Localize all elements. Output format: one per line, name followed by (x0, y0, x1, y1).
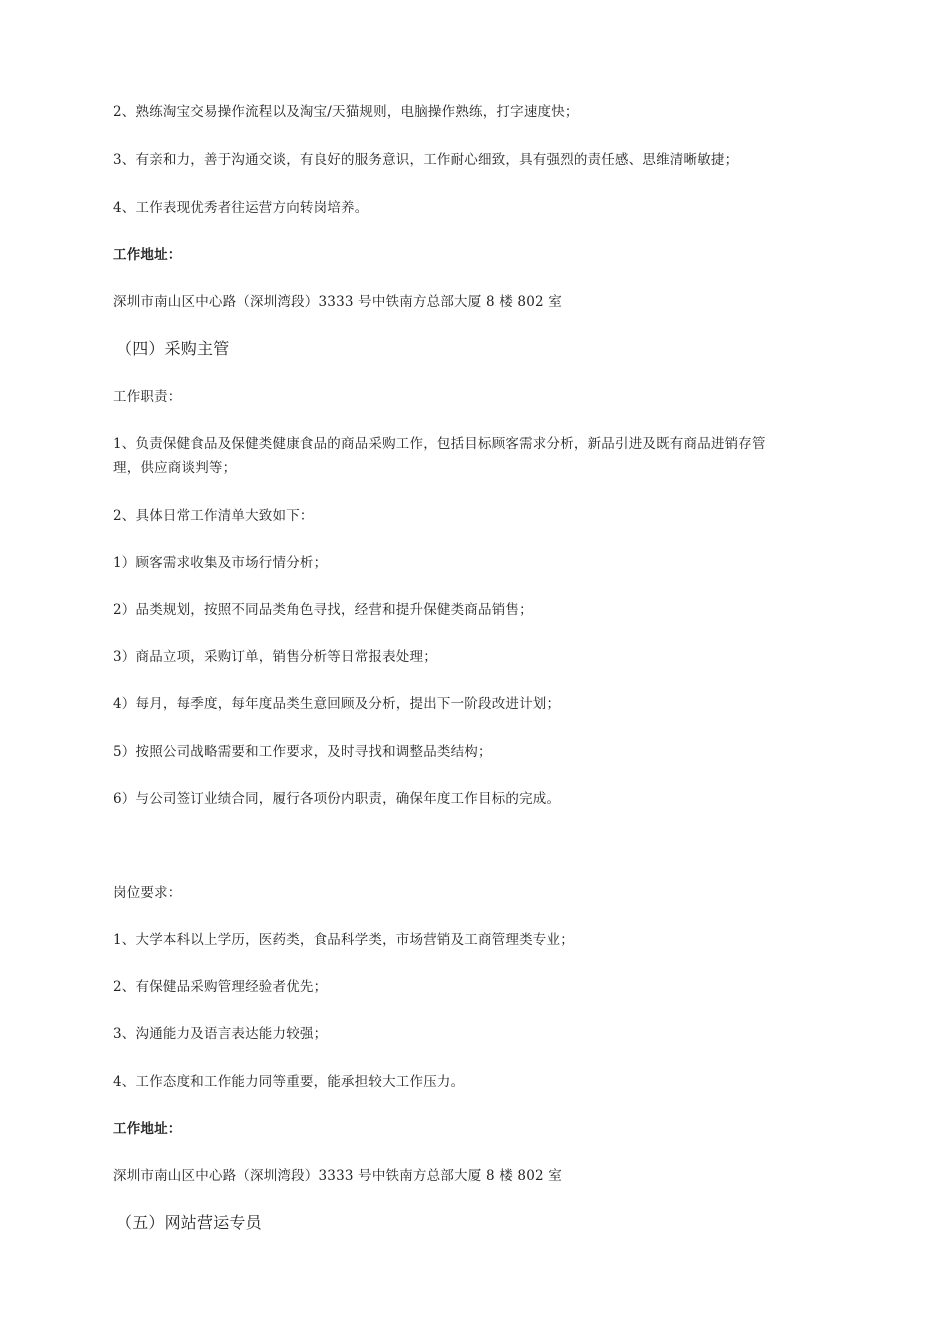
job3-requirement-4: 4、工作表现优秀者往运营方向转岗培养。 (113, 200, 369, 216)
job4-address-label: 工作地址： (113, 1121, 182, 1137)
job4-duty-1-line-2: 理，供应商谈判等； (113, 460, 237, 476)
job4-requirement-2: 2、有保健品采购管理经验者优先； (113, 979, 328, 995)
job4-address-value: 深圳市南山区中心路（深圳湾段）3333 号中铁南方总部大厦 8 楼 802 室 (113, 1168, 562, 1184)
job4-duties-label: 工作职责： (113, 389, 182, 405)
job4-requirement-4: 4、工作态度和工作能力同等重要，能承担较大工作压力。 (113, 1074, 465, 1090)
job4-requirements-label: 岗位要求： (113, 885, 182, 901)
job4-subduty-4: 4）每月，每季度，每年度品类生意回顾及分析，提出下一阶段改进计划； (113, 696, 561, 712)
job4-subduty-1: 1）顾客需求收集及市场行情分析； (113, 555, 328, 571)
job4-subduty-6: 6）与公司签订业绩合同，履行各项份内职责，确保年度工作目标的完成。 (113, 791, 561, 807)
job5-title: （五）网站营运专员 (116, 1213, 262, 1232)
job4-title: （四）采购主管 (116, 339, 230, 358)
job3-requirement-3: 3、有亲和力，善于沟通交谈，有良好的服务意识，工作耐心细致，具有强烈的责任感、思维清晰敏捷； (113, 152, 739, 168)
job4-requirement-3: 3、沟通能力及语言表达能力较强； (113, 1026, 328, 1042)
job4-subduty-5: 5）按照公司战略需要和工作要求，及时寻找和调整品类结构； (113, 744, 492, 760)
job3-address-label: 工作地址： (113, 247, 182, 263)
job4-duty-2: 2、具体日常工作清单大致如下： (113, 508, 314, 524)
job4-duty-1-line-1: 1、负责保健食品及保健类健康食品的商品采购工作，包括目标顾客需求分析，新品引进及既有商品进销存管 (113, 436, 766, 452)
job4-requirement-1: 1、大学本科以上学历，医药类，食品科学类，市场营销及工商管理类专业； (113, 932, 574, 948)
job3-requirement-2: 2、熟练淘宝交易操作流程以及淘宝/天猫规则，电脑操作熟练，打字速度快； (113, 104, 579, 120)
job4-subduty-2: 2）品类规划，按照不同品类角色寻找，经营和提升保健类商品销售； (113, 602, 533, 618)
job4-subduty-3: 3）商品立项，采购订单，销售分析等日常报表处理； (113, 649, 437, 665)
job3-address-value: 深圳市南山区中心路（深圳湾段）3333 号中铁南方总部大厦 8 楼 802 室 (113, 294, 562, 310)
